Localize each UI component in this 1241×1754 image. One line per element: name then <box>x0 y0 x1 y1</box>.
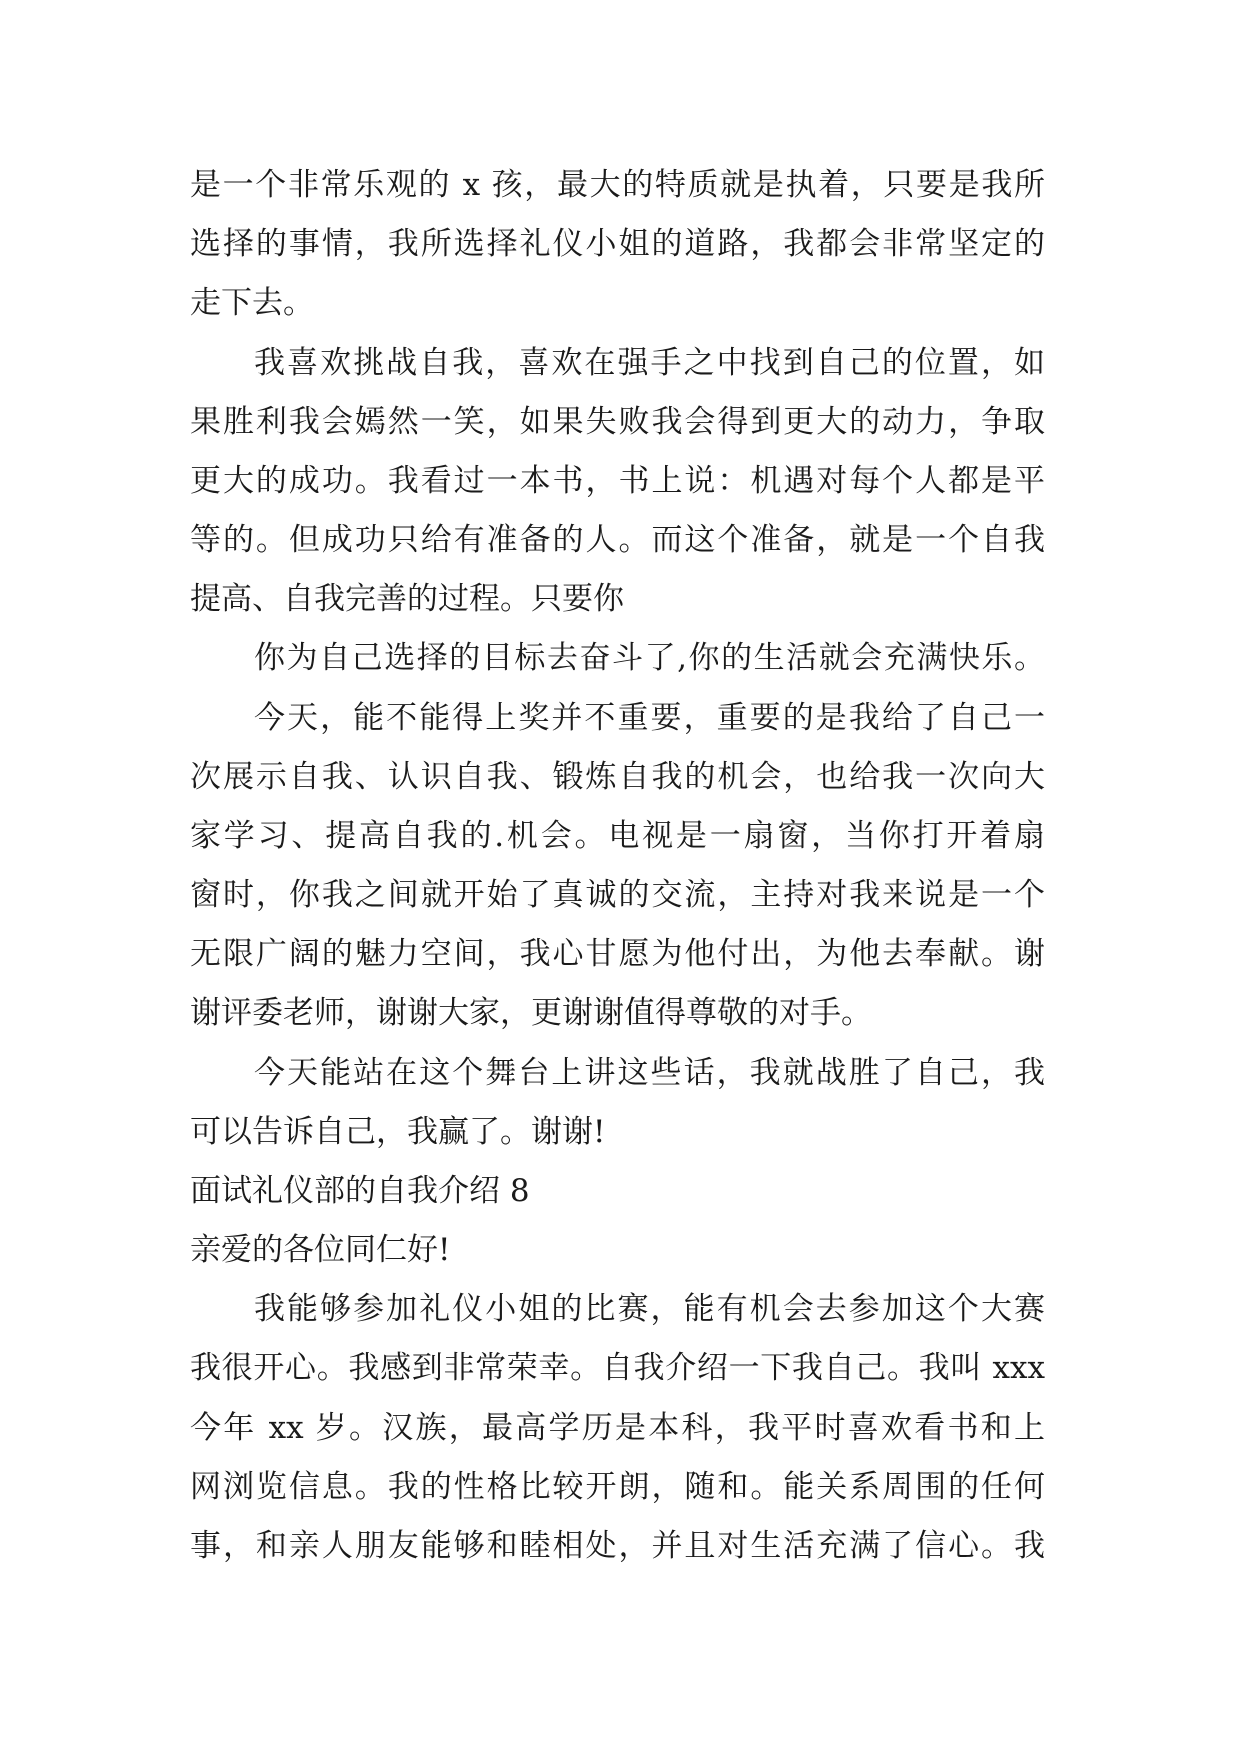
text-line: 走下去。 <box>190 285 314 321</box>
text-line: 无限广阔的魅力空间，我心甘愿为他付出，为他去奉献。谢 <box>190 936 1045 972</box>
section-heading: 面试礼仪部的自我介绍 8 <box>190 1173 530 1209</box>
text-line: 窗时，你我之间就开始了真诚的交流，主持对我来说是一个 <box>190 877 1045 913</box>
text-line: 网浏览信息。我的性格比较开朗，随和。能关系周围的任何 <box>190 1469 1045 1505</box>
text-line: 你为自己选择的目标去奋斗了,你的生活就会充满快乐。 <box>254 640 1045 676</box>
text-line: 等的。但成功只给有准备的人。而这个准备，就是一个自我 <box>190 522 1045 558</box>
text-line: 事，和亲人朋友能够和睦相处，并且对生活充满了信心。我 <box>190 1528 1045 1564</box>
text-line: 今年 xx 岁。汉族，最高学历是本科，我平时喜欢看书和上 <box>190 1410 1045 1446</box>
text-line: 果胜利我会嫣然一笑，如果失败我会得到更大的动力，争取 <box>190 404 1045 440</box>
text-line: 我喜欢挑战自我，喜欢在强手之中找到自己的位置，如 <box>254 345 1045 381</box>
text-line: 今天能站在这个舞台上讲这些话，我就战胜了自己，我 <box>254 1055 1045 1091</box>
text-line: 是一个非常乐观的 x 孩，最大的特质就是执着，只要是我所 <box>190 167 1045 203</box>
text-line: 谢评委老师，谢谢大家，更谢谢值得尊敬的对手。 <box>190 995 872 1031</box>
text-line: 我很开心。我感到非常荣幸。自我介绍一下我自己。我叫 xxx <box>190 1350 1045 1386</box>
text-line: 可以告诉自己，我赢了。谢谢! <box>190 1114 606 1150</box>
text-line: 次展示自我、认识自我、锻炼自我的机会，也给我一次向大 <box>190 759 1045 795</box>
text-line: 我能够参加礼仪小姐的比赛，能有机会去参加这个大赛 <box>254 1291 1045 1327</box>
text-line: 提高、自我完善的过程。只要你 <box>190 581 624 617</box>
text-line: 家学习、提高自我的.机会。电视是一扇窗，当你打开着扇 <box>190 818 1045 854</box>
text-line: 选择的事情，我所选择礼仪小姐的道路，我都会非常坚定的 <box>190 226 1045 262</box>
text-line: 今天，能不能得上奖并不重要，重要的是我给了自己一 <box>254 700 1045 736</box>
text-line: 更大的成功。我看过一本书，书上说：机遇对每个人都是平 <box>190 463 1045 499</box>
greeting-line: 亲爱的各位同仁好! <box>190 1232 451 1268</box>
